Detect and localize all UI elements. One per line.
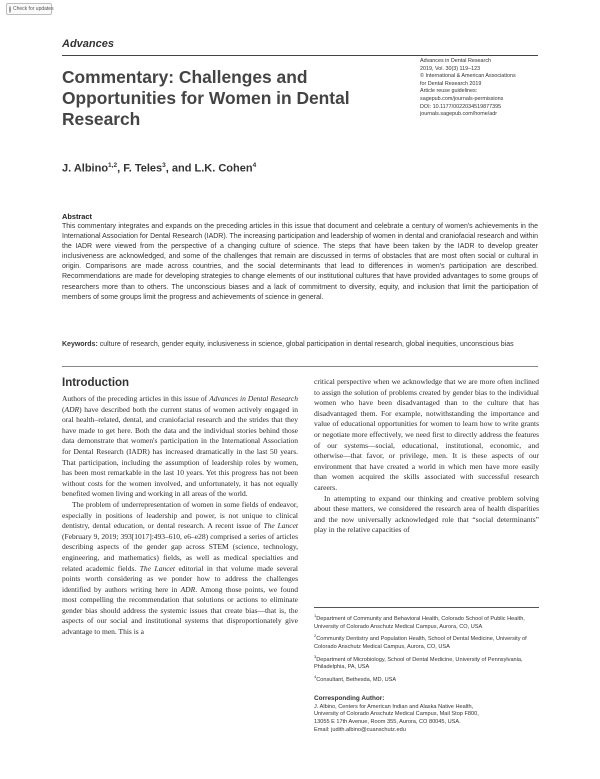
journal-abbrev: ADR [64, 404, 80, 414]
text-run: editorial in that volume made several points worth considering as we ponder how to address the challenges identified by authors writing here in [62, 563, 298, 594]
footnote-divider [314, 607, 539, 608]
keywords-label: Keywords: [62, 341, 98, 348]
keywords [62, 340, 538, 350]
affiliation-text: Community Dentistry and Population Health, School of Dental Medicine, University of Colorado Anschutz Medical Campus, Aurora, CO, USA [314, 636, 527, 650]
check-for-updates-badge[interactable] [6, 3, 52, 15]
text-run: (February 9, 2019; 393[1017]:493–610, e6–e28) comprised a series of articles describing aspects of the gender gap across STEM (science, technology, engineering, and mathematics) fields, as well as medical specialties and related academic fields. [62, 531, 298, 573]
author-list [62, 162, 256, 175]
section-label: Advances [62, 38, 114, 50]
body-column-left [62, 394, 298, 638]
author-affiliation-sup: 4 [252, 162, 257, 169]
corresponding-author [314, 695, 539, 735]
journal-info-line: Article reuse guidelines: [420, 88, 478, 95]
text-run: ) have described both the current status of women actively engaged in oral health–related, dental, and craniofacial research and the strides that they have made to get here. Both the data and the individual stories behind those data demonstrate that women's participation in the International Association for Dental Research (IADR) has increased dramatically in the last 50 years. That participation, including the assumption of leadership roles by women, has been most remarkable in the last 10 years. Yet this progress has not been without costs for the women involved, and unfortunately, it has not equally benefited women living and working in all areas of the world. [62, 404, 298, 499]
author-name[interactable]: J. Albino [62, 162, 109, 175]
crossmark-icon [9, 6, 11, 13]
introduction-heading: Introduction [62, 377, 130, 389]
body-paragraph: critical perspective when we acknowledge that we are more often inclined to assign the solution of problems created by gender bias to the individual women who have been disadvantaged than to the culture that has disadvantaged them. For example, notwithstanding the importance and value of educational opportunities for women to learn how to write grants or negotiate more effectively, we need first to directly address the features of our systems—social, educational, institutional, economic, and otherwise—that favor, or privilege, men. It is these aspects of our environment that have created a world in which men have more easily than women acquired the skills associated with successful research careers. [314, 377, 539, 492]
journal-info [420, 58, 560, 119]
affiliation-item [314, 612, 539, 631]
body-paragraph [62, 500, 298, 638]
affiliation-number: 1 [314, 613, 317, 618]
corresponding-author-email[interactable]: Email: judith.albino@cuanschutz.edu [314, 726, 406, 733]
affiliation-number: 2 [314, 633, 317, 639]
affiliations [314, 612, 539, 685]
journal-info-line[interactable]: journals.sagepub.com/home/adr [420, 111, 498, 118]
body-column-right [314, 377, 539, 536]
affiliation-item [314, 653, 539, 672]
abstract-heading: Abstract [62, 212, 92, 221]
author-name[interactable]: F. Teles [123, 162, 163, 175]
journal-info-line: for Dental Research 2019 [420, 80, 482, 87]
affiliation-number: 4 [314, 673, 317, 679]
journal-info-doi[interactable]: DOI: 10.1177/0022034519877395 [420, 103, 502, 110]
author-separator: , and [165, 162, 195, 175]
affiliation-item [314, 632, 539, 651]
affiliation-text: Consultant, Bethesda, MD, USA [316, 676, 397, 683]
text-run: ( [62, 404, 65, 414]
body-paragraph: In attempting to expand our thinking and creative problem solving about these matters, we considered the research area of health disparities and the now universally acknowledged role that “social determinants” play in the relative capacities of [314, 493, 539, 535]
affiliation-number: 3 [314, 653, 317, 659]
corresponding-author-line: University of Colorado Anschutz Medical Campus, Mail Stop F800, [314, 711, 479, 718]
corresponding-author-line: 13055 E 17th Avenue, Room 355, Aurora, CO 80045, USA. [314, 719, 461, 726]
author-name[interactable]: L.K. Cohen [194, 162, 253, 175]
journal-info-line: 2019, Vol. 30(3) 119–123 [420, 65, 481, 72]
corresponding-author-heading: Corresponding Author: [314, 695, 385, 702]
corresponding-author-line: J. Albino, Centers for American Indian and Alaska Native Health, [314, 703, 474, 710]
author-affiliation-sup: 1,2 [108, 162, 118, 169]
affiliation-text: Department of Community and Behavioral Health, Colorado School of Public Health, University of Colorado Anschutz Medical Campus, Aurora, CO, USA [314, 615, 525, 630]
affiliation-text: Department of Microbiology, School of Dental Medicine, University of Pennsylvania, Philadelphia, PA, USA [314, 656, 523, 671]
text-run: The problem of underrepresentation of women in some fields of endeavor, especially in positions of leadership and power, is not unique to clinical dentistry, dental education, or dental research. A recent issue of [62, 499, 298, 531]
article-title: Commentary: Challenges and Opportunities for Women in Dental Research [62, 67, 350, 129]
author-separator: , [117, 162, 124, 175]
journal-name: The Lancet [139, 563, 175, 573]
text-run: Authors of the preceding articles in this issue of [62, 394, 210, 403]
keywords-text: culture of research, gender equity, inclusiveness in science, global participation in dental research, global inequities, unconscious bias [99, 341, 514, 348]
abstract-divider [62, 366, 538, 367]
journal-name: Advances in Dental Research [209, 394, 298, 403]
abstract-text: This commentary integrates and expands on the preceding articles in this issue that document and celebrate a century of women's achievements in the International Association for Dental Research (IADR). The increasing participation and leadership of women in dental and craniofacial research and within the IADR were viewed from the perspective of a changing culture of science. The steps that have been taken by the IADR to develop greater inclusiveness are acknowledged, and some of the challenges that remain are discussed in terms of obstacles that are most often social or cultural in origin. Comparisons are made across countries, and the social determinants that lead to differences in women's participation are described. Recommendations are made for developing strategies to change elements of our institutional cultures that have provided advantages to some groups of researchers more than to others. The unconscious biases and a lack of commitment to diversity, equity, and inclusion that limit the participation of members of some groups limit the progress and achievements of science in general. [62, 223, 538, 301]
section-divider [62, 55, 538, 56]
badge-label: Check for updates [13, 6, 54, 12]
journal-info-line: © International & American Associations [420, 73, 516, 80]
body-paragraph [62, 394, 298, 500]
author-affiliation-sup: 3 [162, 162, 166, 169]
text-run: . Among those points, we found most compelling the recommendation that solutions or actions to eliminate gender bias should address the systemic issues that create bias—that is, the aspects of our social and institutional systems that disproportionately give advantage to men. This is a [62, 584, 298, 637]
journal-info-line: Advances in Dental Research [420, 58, 492, 64]
journal-abbrev: ADR [180, 584, 196, 594]
affiliation-item [314, 673, 539, 685]
journal-info-line[interactable]: sagepub.com/journals-permissions [420, 95, 504, 102]
journal-name: The Lancet [263, 521, 298, 531]
